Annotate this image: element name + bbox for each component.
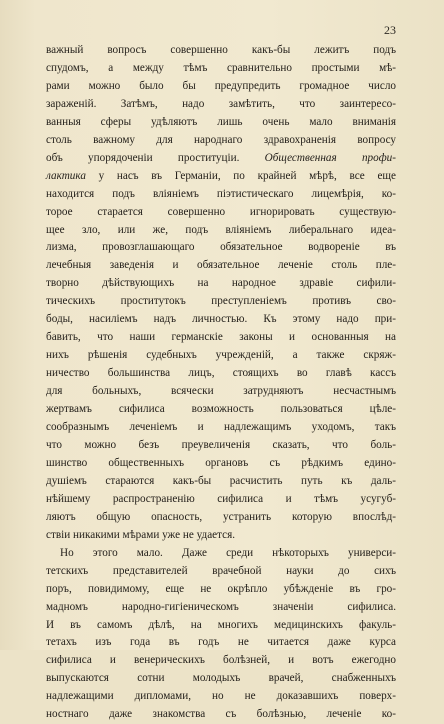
- text-line: душіемъ стараются какъ-бы расчистить путь къ даль-: [46, 474, 396, 487]
- text-line: сифилиса и венерическихъ болѣзней, и вотъ ежегодно: [46, 654, 396, 667]
- text-line: жертвамъ сифилиса возможность пользоваться цѣле-: [46, 403, 396, 416]
- line-text: объ упорядоченіи проституціи.: [46, 151, 265, 164]
- page-number: 23: [384, 23, 396, 37]
- text-line: для больныхъ, всячески затрудняютъ несчастнымъ: [46, 385, 396, 398]
- text-line: лизма, провозглашающаго обязательное водвореніе въ: [46, 241, 396, 254]
- text-line: боды, насиліемъ надъ личностью. Къ этому надо при-: [46, 313, 396, 326]
- text-line: мадномъ народно-гигіеническомъ значеніи сифилиса.: [46, 600, 396, 613]
- text-line: творно дѣйствующихъ на народное здравіе сифили-: [46, 277, 396, 290]
- text-line: И въ самомъ дѣлѣ, на многихъ медицинскихъ факуль-: [46, 618, 396, 631]
- text-line: спудомъ, а между тѣмъ сравнительно простыми мѣ-: [46, 61, 396, 74]
- text-line: ничество большинства лицъ, стоящихъ во главѣ кассъ: [46, 367, 396, 380]
- text-line: бавить, что наши германскіе законы и основанныя на: [46, 331, 396, 344]
- text-line: шинство общественныхъ органовъ съ рѣдкимъ едино-: [46, 456, 396, 469]
- text-line: рами можно было бы предупредить громадное число: [46, 79, 396, 92]
- text-line: нѣйшему распространенію сифилиса и тѣмъ усугуб-: [46, 492, 396, 505]
- emphasized-text: лактика: [46, 169, 86, 182]
- text-line: ностнаго даже знакомства съ болѣзнью, леченіе ко-: [46, 708, 396, 721]
- text-line: [46, 168, 396, 186]
- text-line: ляютъ общую опасность, устранить которую впослѣд-: [46, 510, 396, 523]
- text-line: сообразнымъ леченіемъ и надлежащимъ уходомъ, такъ: [46, 421, 396, 434]
- text-line: щее зло, или же, подъ вліяніемъ либеральнаго идеа-: [46, 223, 396, 236]
- emphasized-text: Общественная профи-: [264, 151, 396, 164]
- text-line: тетскихъ представителей врачебной науки до сихъ: [46, 564, 396, 577]
- text-line: надлежащими дипломами, но не доказавшихъ поверх-: [46, 690, 396, 703]
- text-line: Но этого мало. Даже среди нѣкоторыхъ универси-: [60, 546, 396, 559]
- text-line: нихъ рѣшенія судебныхъ учрежденій, а также скряж-: [46, 349, 396, 362]
- text-line: ванныя сферы удѣляютъ лишь очень мало вниманія: [46, 115, 396, 128]
- text-line: поръ, повидимому, еще не окрѣпло убѣжденіе въ гро-: [46, 582, 396, 595]
- text-line: зараженій. Затѣмъ, надо замѣтить, что заинтересо-: [46, 97, 396, 110]
- line-text: у насъ въ Германіи, по крайней мѣрѣ, все еще: [85, 169, 396, 182]
- text-line: тическихъ проститутокъ преступленіемъ противъ сво-: [46, 295, 396, 308]
- text-line: лечебныя заведенія и обязательное леченіе столь пле-: [46, 259, 396, 272]
- text-line: находится подъ вліяніемъ піэтистическаго лицемѣрія, ко-: [46, 187, 396, 200]
- text-line: торое старается совершенно игнорировать существую-: [46, 205, 396, 218]
- text-line: [46, 150, 396, 168]
- text-line: столь важному для народнаго здравохраненія вопросу: [46, 133, 396, 146]
- text-line: ствіи никакими мѣрами уже не удается.: [46, 528, 236, 541]
- body-text: [46, 42, 396, 724]
- text-line: тетахъ изъ года въ годъ не читается даже курса: [46, 636, 396, 649]
- text-line: что можно безъ преувеличенія сказать, что боль-: [46, 438, 396, 451]
- text-line: важный вопросъ совершенно какъ-бы лежитъ подъ: [46, 44, 396, 56]
- text-line: выпускаются сотни молодыхъ врачей, снабженныхъ: [46, 672, 396, 685]
